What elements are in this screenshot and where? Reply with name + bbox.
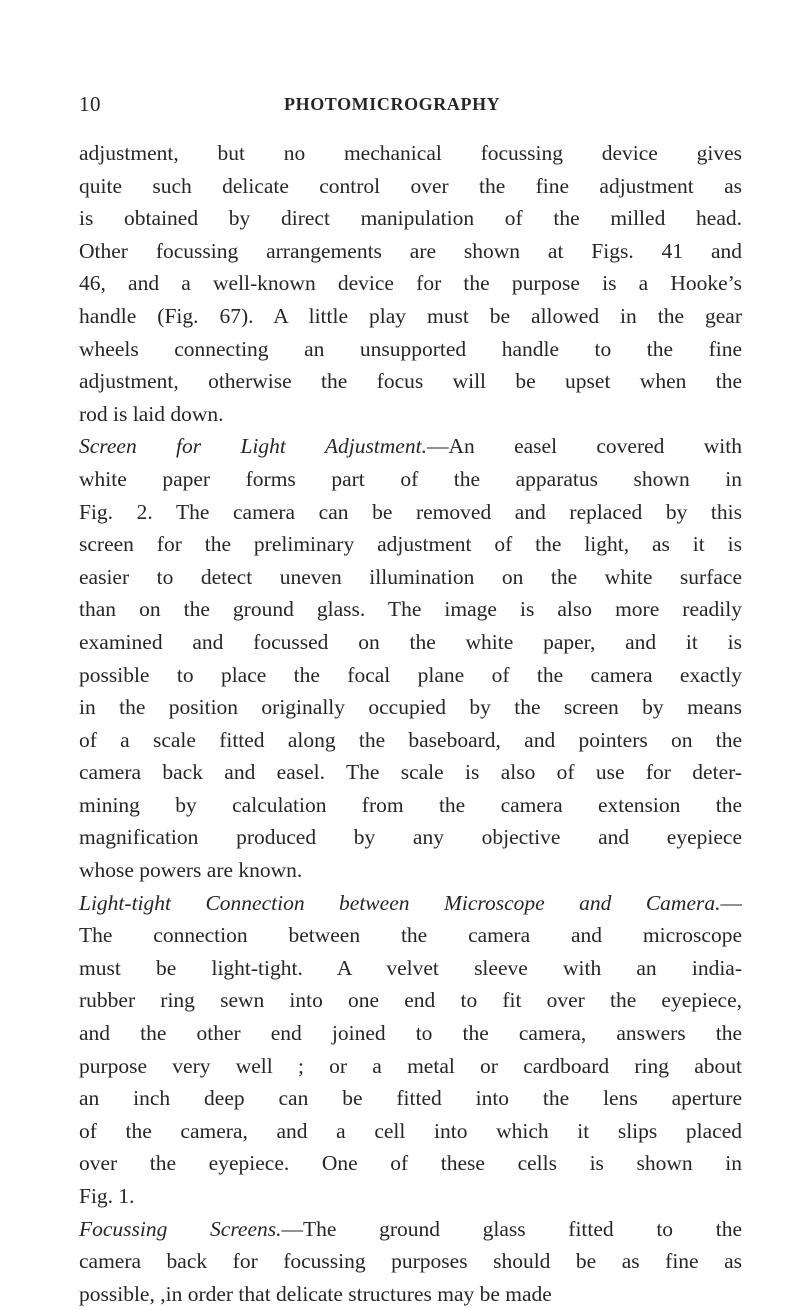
text-line: handle (Fig. 67). A little play must be allowed in the gear [79,303,742,328]
text-line [79,887,742,920]
text-line: possible to place the focal plane of the camera exactly [79,662,742,687]
text-line: camera back and easel. The scale is also of use for deter- [79,760,742,785]
section-heading: Screen for Light Adjustment. [79,434,427,459]
running-title: PHOTOMICROGRAPHY [284,94,501,114]
section-heading: Focussing Screens. [79,1216,282,1241]
text-line: over the eyepiece. One of these cells is shown in [79,1151,742,1176]
text-line: is obtained by direct manipulation of the milled head. [79,206,742,231]
section-heading-text: —The ground glass fitted to the [281,1216,742,1241]
text-line: in the position originally occupied by the screen by means [79,695,742,720]
text-line: possible, ,in order that delicate structures may be made [79,1281,552,1306]
text-line: Other focussing arrangements are shown at Figs. 41 and [79,238,742,263]
text-line: camera back for focussing purposes should be as fine as [79,1249,742,1274]
text-line: rubber ring sewn into one end to fit over the eyepiece, [79,988,742,1013]
text-line: than on the ground glass. The image is also more readily [79,597,742,622]
text-line: The connection between the camera and microscope [79,923,742,948]
running-head [79,92,742,122]
text-line: purpose very well ; or a metal or cardboard ring about [79,1053,742,1078]
text-line: an inch deep can be fitted into the lens aperture [79,1086,742,1111]
text-line: adjustment, otherwise the focus will be upset when the [79,369,742,394]
section-heading-text: — [720,890,742,915]
text-line: adjustment, but no mechanical focussing device gives [79,141,742,165]
text-line: white paper forms part of the apparatus shown in [79,466,742,491]
text-line: and the other end joined to the camera, answers the [79,1021,742,1046]
body-text [79,137,742,1310]
text-line: screen for the preliminary adjustment of the light, as it is [79,532,742,557]
text-line: magnification produced by any objective and eyepiece [79,825,742,850]
text-line: wheels connecting an unsupported handle to the fine [79,336,742,361]
text-line: must be light-tight. A velvet sleeve with an india- [79,955,742,980]
text-line: 46, and a well-known device for the purpose is a Hooke’s [79,271,742,296]
section-heading-text: —An easel covered with [426,434,742,459]
text-line: of a scale fitted along the baseboard, and pointers on the [79,727,742,752]
text-line: of the camera, and a cell into which it slips placed [79,1118,742,1143]
text-line [79,1213,742,1246]
text-line: Fig. 2. The camera can be removed and replaced by this [79,499,742,524]
text-line: rod is laid down. [79,401,224,426]
text-line: easier to detect uneven illumination on the white surface [79,564,742,589]
section-heading: Light-tight Connection between Microscope and Camera. [79,890,721,915]
text-line: quite such delicate control over the fine adjustment as [79,173,742,198]
page-number: 10 [79,92,101,116]
text-line: mining by calculation from the camera extension the [79,792,742,817]
text-line: Fig. 1. [79,1184,135,1208]
text-line: examined and focussed on the white paper, and it is [79,629,742,654]
text-line: whose powers are known. [79,858,303,883]
text-line [79,430,742,463]
